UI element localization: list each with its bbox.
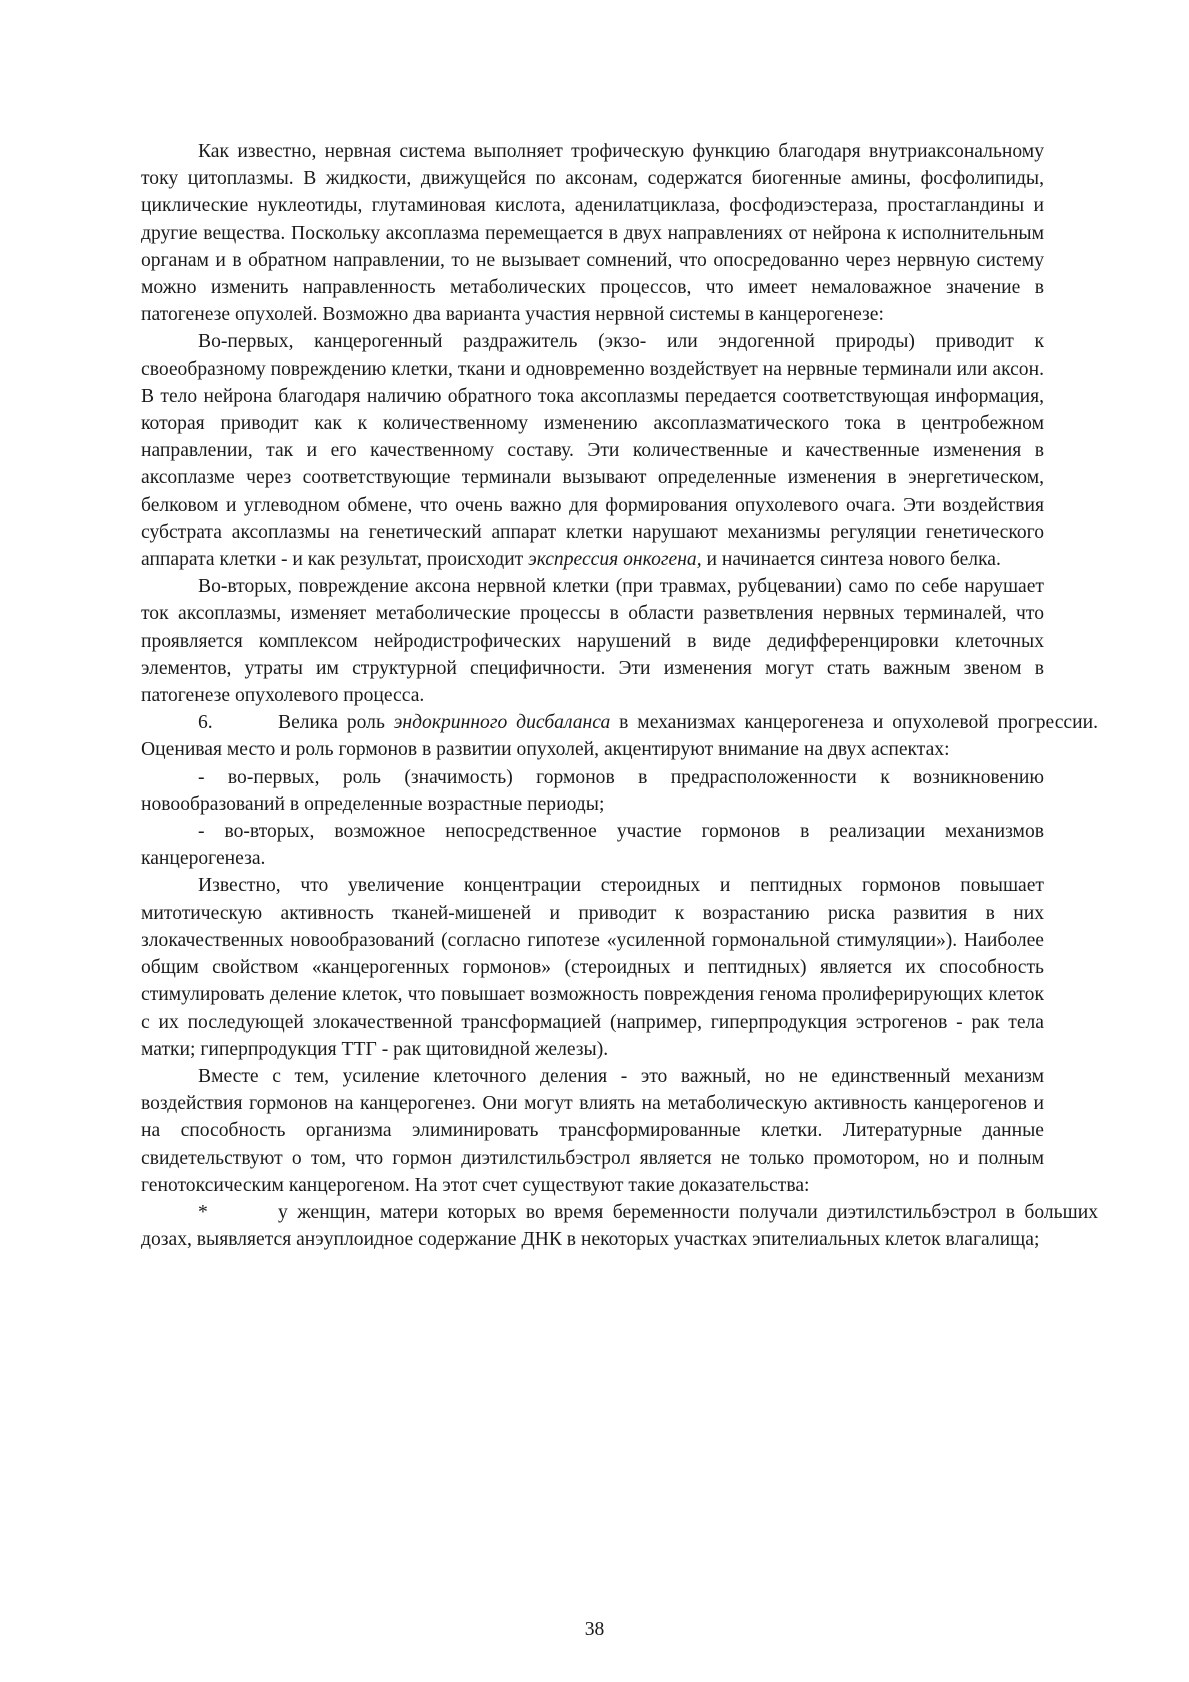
paragraph-firstly-tail: и начинается синтеза нового белка.: [701, 549, 1001, 571]
paragraph-firstly: [141, 328, 1044, 573]
star-item-text: у женщин, матери которых во время беременности получали диэтилстильбэстрол в больших дозах, выявляется анэуплоидное содержание ДНК в некоторых участках эпителиальных клеток влагалища;: [141, 1201, 1098, 1251]
page-body: [141, 138, 1099, 1253]
item-6-text: Велика роль: [278, 712, 394, 734]
page-number: 38: [584, 1619, 605, 1640]
dash-item-firstly: - во-первых, роль (значимость) гормонов в предрасположенности к возникновению новообразований в определенные возрастные периоды;: [141, 766, 1044, 815]
paragraph-trophic-function: Как известно, нервная система выполняет трофическую функцию благодаря внутриаксональному току цитоплазмы. В жидкости, движущейся по аксонам, содержатся биогенные амины, фосфолипиды, циклические нуклеотиды, глутаминовая кислота, аденилатциклаза, фосфодиэстераза, простагландины и другие вещества. Поскольку аксоплазма перемещается в двух направлениях от нейрона к исполнительным органам и в обратном направлении, то не вызывает сомнений, что опосредованно через нервную систему можно изменить направленность метаболических процессов, что имеет немаловажное значение в патогенезе опухолей. Возможно два варианта участия нервной системы в канцерогенезе:: [141, 141, 1044, 326]
oncogene-expression-term: экспрессия онкогена,: [528, 549, 702, 571]
item-6-tail: в механизмах канцерогенеза и опухолевой прогрессии. Оценивая место и роль гормонов в развитии опухолей, акцентируют внимание на двух аспектах:: [141, 712, 1099, 761]
list-number: 6.: [198, 712, 213, 734]
paragraph-secondly: Во-вторых, повреждение аксона нервной клетки (при травмах, рубцевании) само по себе нарушает ток аксоплазмы, изменяет метаболические процессы в области разветвления нервных терминалей, что проявляется комплексом нейродистрофических нарушений в виде дедифференцировки клеточных элементов, утраты им структурной специфичности. Эти изменения могут стать важным звеном в патогенезе опухолевого процесса.: [141, 576, 1044, 707]
star-item: [141, 1199, 1098, 1253]
endocrine-imbalance-term: эндокринного дисбаланса: [393, 712, 611, 734]
dash-item-secondly: - во-вторых, возможное непосредственное участие гормонов в реализации механизмов канцерогенеза.: [141, 821, 1044, 870]
paragraph-hormone-concentration: Известно, что увеличение концентрации стероидных и пептидных гормонов повышает митотическую активность тканей-мишеней и приводит к возрастанию риска развития в них злокачественных новообразований (согласно гипотезе «усиленной гормональной стимуляции»). Наиболее общим свойством «канцерогенных гормонов» (стероидных и пептидных) является их способность стимулировать деление клеток, что повышает возможность повреждения генома пролиферирующих клеток с их последующей злокачественной трансформацией (например, гиперпродукция эстрогенов - рак тела матки; гиперпродукция ТТГ - рак щитовидной железы).: [141, 875, 1044, 1060]
star-bullet: *: [198, 1201, 208, 1223]
paragraph-firstly-text: Во-первых, канцерогенный раздражитель (экзо- или эндогенной природы) приводит к своеобразному повреждению клетки, ткани и одновременно воздействует на нервные терминали или аксон. В тело нейрона благодаря наличию обратного тока аксоплазмы передается соответствующая информация, которая приводит как к количественному изменению аксоплазматического тока в центробежном направлении, так и его качественному составу. Эти количественные и качественные изменения в аксоплазме через соответствующие терминали вызывают определенные изменения в энергетическом, белковом и углеводном обмене, что очень важно для формирования опухолевого очага. Эти воздействия субстрата аксоплазмы на генетический аппарат клетки нарушают механизмы регуляции генетического аппарата клетки - и как результат, происходит: [141, 331, 1044, 571]
numbered-item-6: [141, 709, 1098, 763]
paragraph-cell-division: Вместе с тем, усиление клеточного деления - это важный, но не единственный механизм воздействия гормонов на канцерогенез. Они могут влиять на метаболическую активность канцерогенов и на способность организма элиминировать трансформированные клетки. Литературные данные свидетельствуют о том, что гормон диэтилстильбэстрол является не только промотором, но и полным генотоксическим канцерогеном. На этот счет существуют такие доказательства:: [141, 1065, 1044, 1196]
